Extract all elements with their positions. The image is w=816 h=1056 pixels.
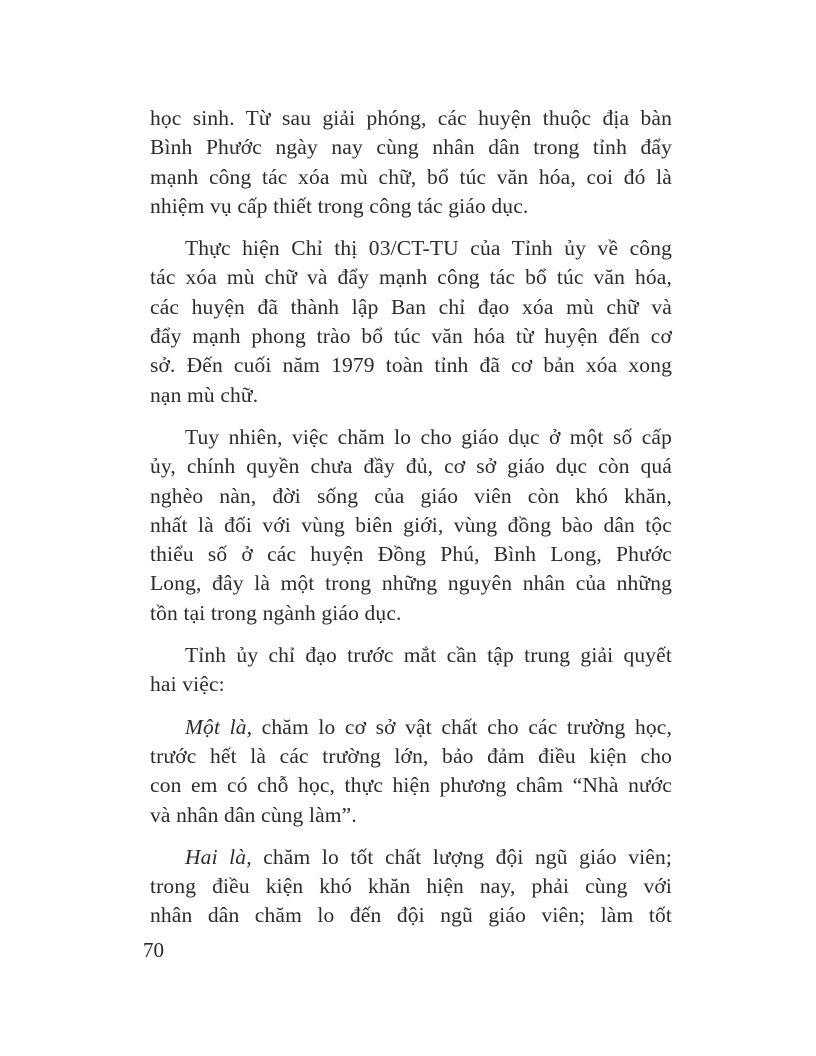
paragraph-3 [150,423,672,628]
italic-lead: Hai là, [185,844,252,869]
text-line: tồn tại trong ngành giáo dục. [150,600,402,625]
paragraph-2 [150,234,672,410]
text-line: con em có chỗ học, thực hiện phương châm “Nhà nước [150,773,672,798]
text-line: nạn mù chữ. [150,382,259,407]
text-line: hai việc: [150,672,225,697]
page-number: 70 [143,938,164,962]
text-line: Tuy nhiên, việc chăm lo cho giáo dục ở một số cấp [185,424,672,449]
text-line [150,713,672,742]
text-line: Long, đây là một trong những nguyên nhân của những [150,571,672,596]
text-line: nhất là đối với vùng biên giới, vùng đồng bào dân tộc [150,512,672,537]
body-text [150,104,672,944]
line-rest: chăm lo tốt chất lượng đội ngũ giáo viên; [251,844,672,869]
text-line: Tỉnh ủy chỉ đạo trước mắt cần tập trung giải quyết [185,643,672,668]
text-line: trước hết là các trường lớn, bảo đảm điều kiện cho [150,743,672,768]
paragraph-1 [150,104,672,221]
text-line: học sinh. Từ sau giải phóng, các huyện thuộc địa bàn [150,106,672,130]
text-line: Bình Phước ngày nay cùng nhân dân trong tỉnh đẩy [150,135,672,160]
text-line: Thực hiện Chỉ thị 03/CT-TU của Tỉnh ủy về công [185,236,672,261]
text-line: nhiệm vụ cấp thiết trong công tác giáo dục. [150,193,529,218]
text-line [150,843,672,872]
text-line: mạnh công tác xóa mù chữ, bổ túc văn hóa, coi đó là [150,164,672,189]
paragraph-4 [150,641,672,700]
text-line: các huyện đã thành lập Ban chỉ đạo xóa mù chữ và [150,294,672,319]
line-rest: chăm lo cơ sở vật chất cho các trường học, [252,714,672,739]
text-line: đẩy mạnh phong trào bổ túc văn hóa từ huyện đến cơ [150,324,672,349]
text-line: sở. Đến cuối năm 1979 toàn tỉnh đã cơ bản xóa xong [150,353,672,378]
text-line: trong điều kiện khó khăn hiện nay, phải cùng với [150,874,672,899]
text-line: nghèo nàn, đời sống của giáo viên còn khó khăn, [150,483,672,508]
paragraph-5 [150,713,672,830]
text-line: thiểu số ở các huyện Đồng Phú, Bình Long, Phước [150,542,672,567]
text-line: nhân dân chăm lo đến đội ngũ giáo viên; làm tốt [150,903,672,928]
text-line: tác xóa mù chữ và đẩy mạnh công tác bổ túc văn hóa, [150,265,672,290]
italic-lead: Một là, [185,714,253,739]
paragraph-6 [150,843,672,931]
text-line: và nhân dân cùng làm”. [150,802,357,827]
text-line: ủy, chính quyền chưa đầy đủ, cơ sở giáo dục còn quá [150,454,672,479]
